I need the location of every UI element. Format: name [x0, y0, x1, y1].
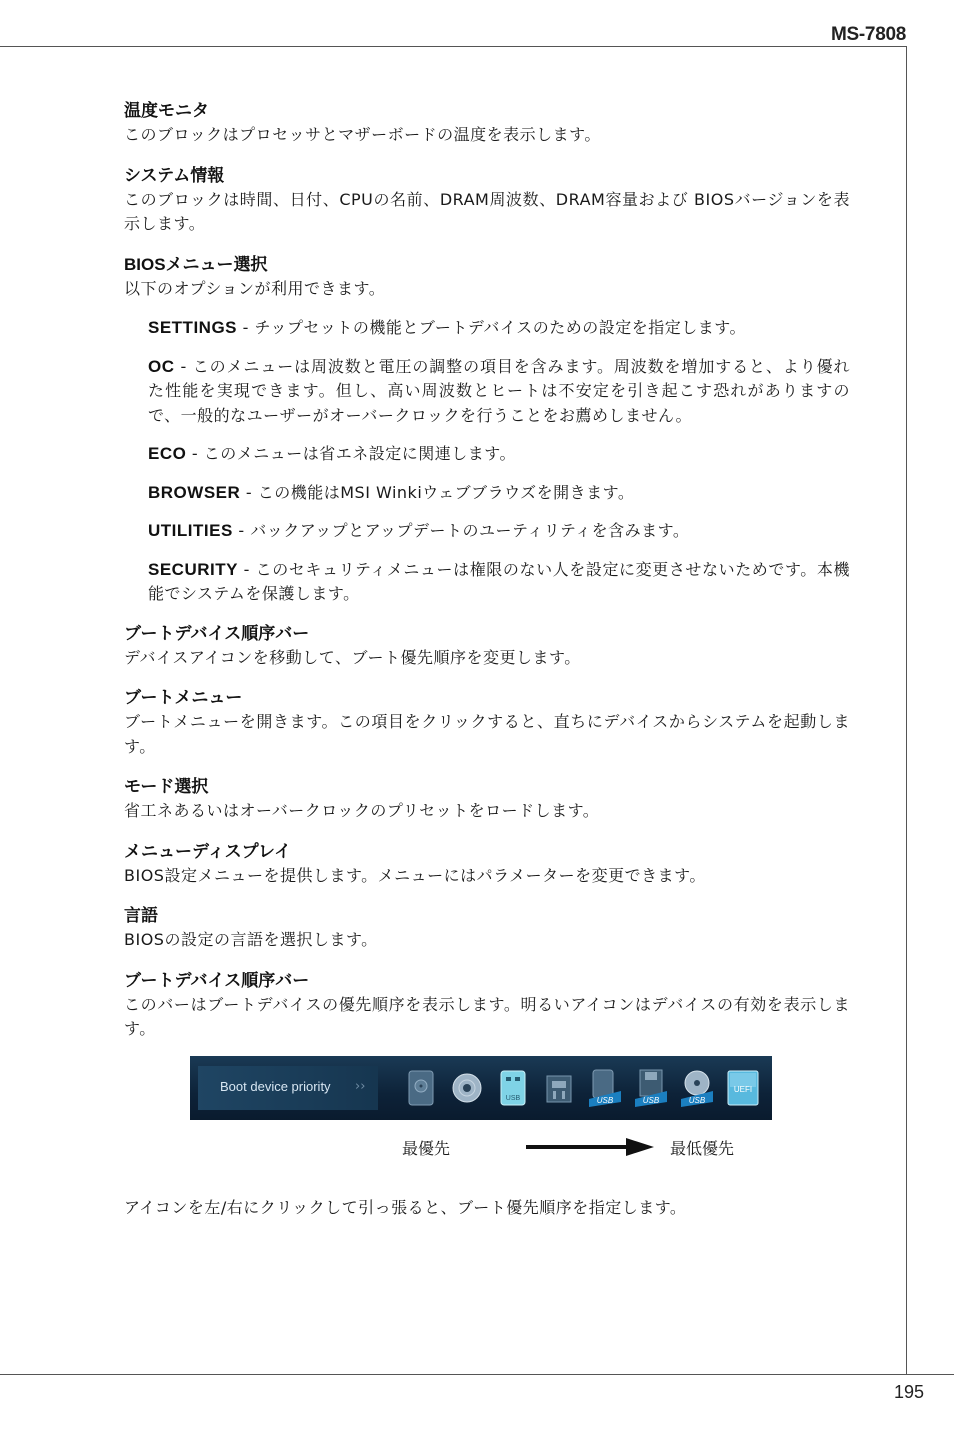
section-body: このバーはブートデバイスの優先順序を表示します。明るいアイコンはデバイスの有効を表示します。: [124, 994, 850, 1038]
optical-disc-icon[interactable]: [448, 1068, 486, 1108]
usb-cd-icon[interactable]: [678, 1068, 716, 1108]
section-system-info: [124, 163, 850, 237]
section-temperature: [124, 98, 850, 148]
menu-item-security: [148, 558, 850, 607]
menu-desc: - チップセットの機能とブートデバイスのための設定を指定します。: [237, 318, 746, 337]
svg-text:USB: USB: [642, 1095, 660, 1105]
section-mode-select: [124, 774, 850, 824]
section-body: 省工ネあるいはオーバークロックのプリセットをロードします。: [124, 801, 600, 820]
section-heading: ブートデバイス順序バー: [124, 623, 310, 643]
menu-desc: - このセキュリティメニューは権限のない人を設定に変更させないためです。本機能でシステムを保護します。: [148, 559, 850, 603]
side-rule: [906, 46, 907, 1374]
footer-rule: [0, 1374, 954, 1375]
menu-desc: - バックアップとアップデートのユーティリティを含みます。: [232, 521, 690, 540]
menu-desc: - このメニューは省エネ設定に関連します。: [186, 444, 517, 463]
boot-priority-label: Boot device priority: [220, 1078, 331, 1094]
section-menu-display: [124, 839, 850, 889]
section-heading: モード選択: [124, 777, 209, 796]
hdd-icon[interactable]: [402, 1068, 440, 1108]
page-number: 195: [893, 1382, 924, 1402]
section-body: BIOSの設定の言語を選択します。: [124, 930, 378, 949]
usb-key-icon[interactable]: [494, 1068, 532, 1108]
menu-key: SECURITY: [148, 559, 238, 579]
section-body: 以下のオプションが利用できます。: [124, 278, 386, 298]
menu-item-utilities: [148, 519, 850, 544]
svg-text:UEFI: UEFI: [733, 1084, 753, 1094]
menu-key: ECO: [148, 444, 187, 463]
section-heading: ブートデバイス順序バー: [124, 970, 310, 990]
menu-item-eco: [148, 442, 850, 467]
menu-key: SETTINGS: [148, 318, 238, 337]
menu-desc: - このメニューは周波数と電圧の調整の項目を含みます。周波数を増加すると、より優れた性能を実現できます。但し、高い周波数とヒートは不安定を引き起こす恐れがありますので、一般的なユーザーがオーバークロックを行うことをお薦めしません。: [148, 356, 850, 425]
drag-instruction: アイコンを左/右にクリックして引っ張ると、ブート優先順序を指定します。: [124, 1197, 687, 1217]
svg-text:USB: USB: [596, 1095, 614, 1105]
menu-item-oc: [148, 355, 850, 429]
section-boot-menu: [124, 685, 850, 759]
usb-hdd-icon[interactable]: [586, 1068, 624, 1108]
menu-key: UTILITIES: [148, 521, 233, 540]
menu-key: BROWSER: [148, 482, 241, 502]
arrow-right-icon: [526, 1138, 656, 1156]
boot-device-icons: [402, 1068, 762, 1108]
highest-priority-label: 最優先: [402, 1138, 451, 1158]
lowest-priority-label: 最低優先: [670, 1138, 735, 1158]
boot-device-priority-bar: [190, 1056, 772, 1120]
section-bios-menu: [124, 252, 850, 302]
uefi-icon[interactable]: [724, 1068, 762, 1108]
section-body: このブロックはプロセッサとマザーボードの温度を表示します。: [124, 125, 601, 144]
section-heading: 言語: [124, 906, 158, 925]
model-label: MS-7808: [831, 24, 906, 45]
section-heading: メニューディスプレイ: [124, 841, 292, 861]
usb-floppy-icon[interactable]: [632, 1068, 670, 1108]
section-heading: BIOSメニュー選択: [124, 254, 268, 274]
priority-legend: [124, 1128, 850, 1168]
menu-item-settings: [148, 316, 850, 341]
page-content: [124, 98, 850, 1220]
network-icon[interactable]: [540, 1068, 578, 1108]
section-language: [124, 903, 850, 953]
section-heading: ブートメニュー: [124, 688, 243, 707]
section-body: このブロックは時間、日付、CPUの名前、DRAM周波数、DRAM容量および BIOSバージョンを表示します。: [124, 189, 850, 233]
section-heading: システム情報: [124, 165, 225, 185]
header-rule: [0, 46, 906, 47]
section-boot-priority-bar: [124, 968, 850, 1042]
section-boot-order-bar: [124, 621, 850, 671]
section-body: ブートメニューを開きます。この項目をクリックすると、直ちにデバイスからシステムを起動します。: [124, 712, 850, 756]
menu-desc: - この機能はMSI Winkiウェブブラウズを開きます。: [240, 482, 635, 502]
section-body: デバイスアイコンを移動して、ブート優先順序を変更します。: [124, 647, 581, 667]
svg-text:USB: USB: [688, 1095, 706, 1105]
svg-text:USB: USB: [505, 1094, 521, 1102]
section-body: BIOS設定メニューを提供します。メニューにはパラメーターを変更できます。: [124, 865, 706, 885]
chevron-right-icon: ››: [355, 1078, 366, 1094]
menu-key: OC: [148, 356, 175, 376]
menu-item-browser: [148, 481, 850, 506]
section-heading: 温度モニタ: [124, 101, 209, 120]
